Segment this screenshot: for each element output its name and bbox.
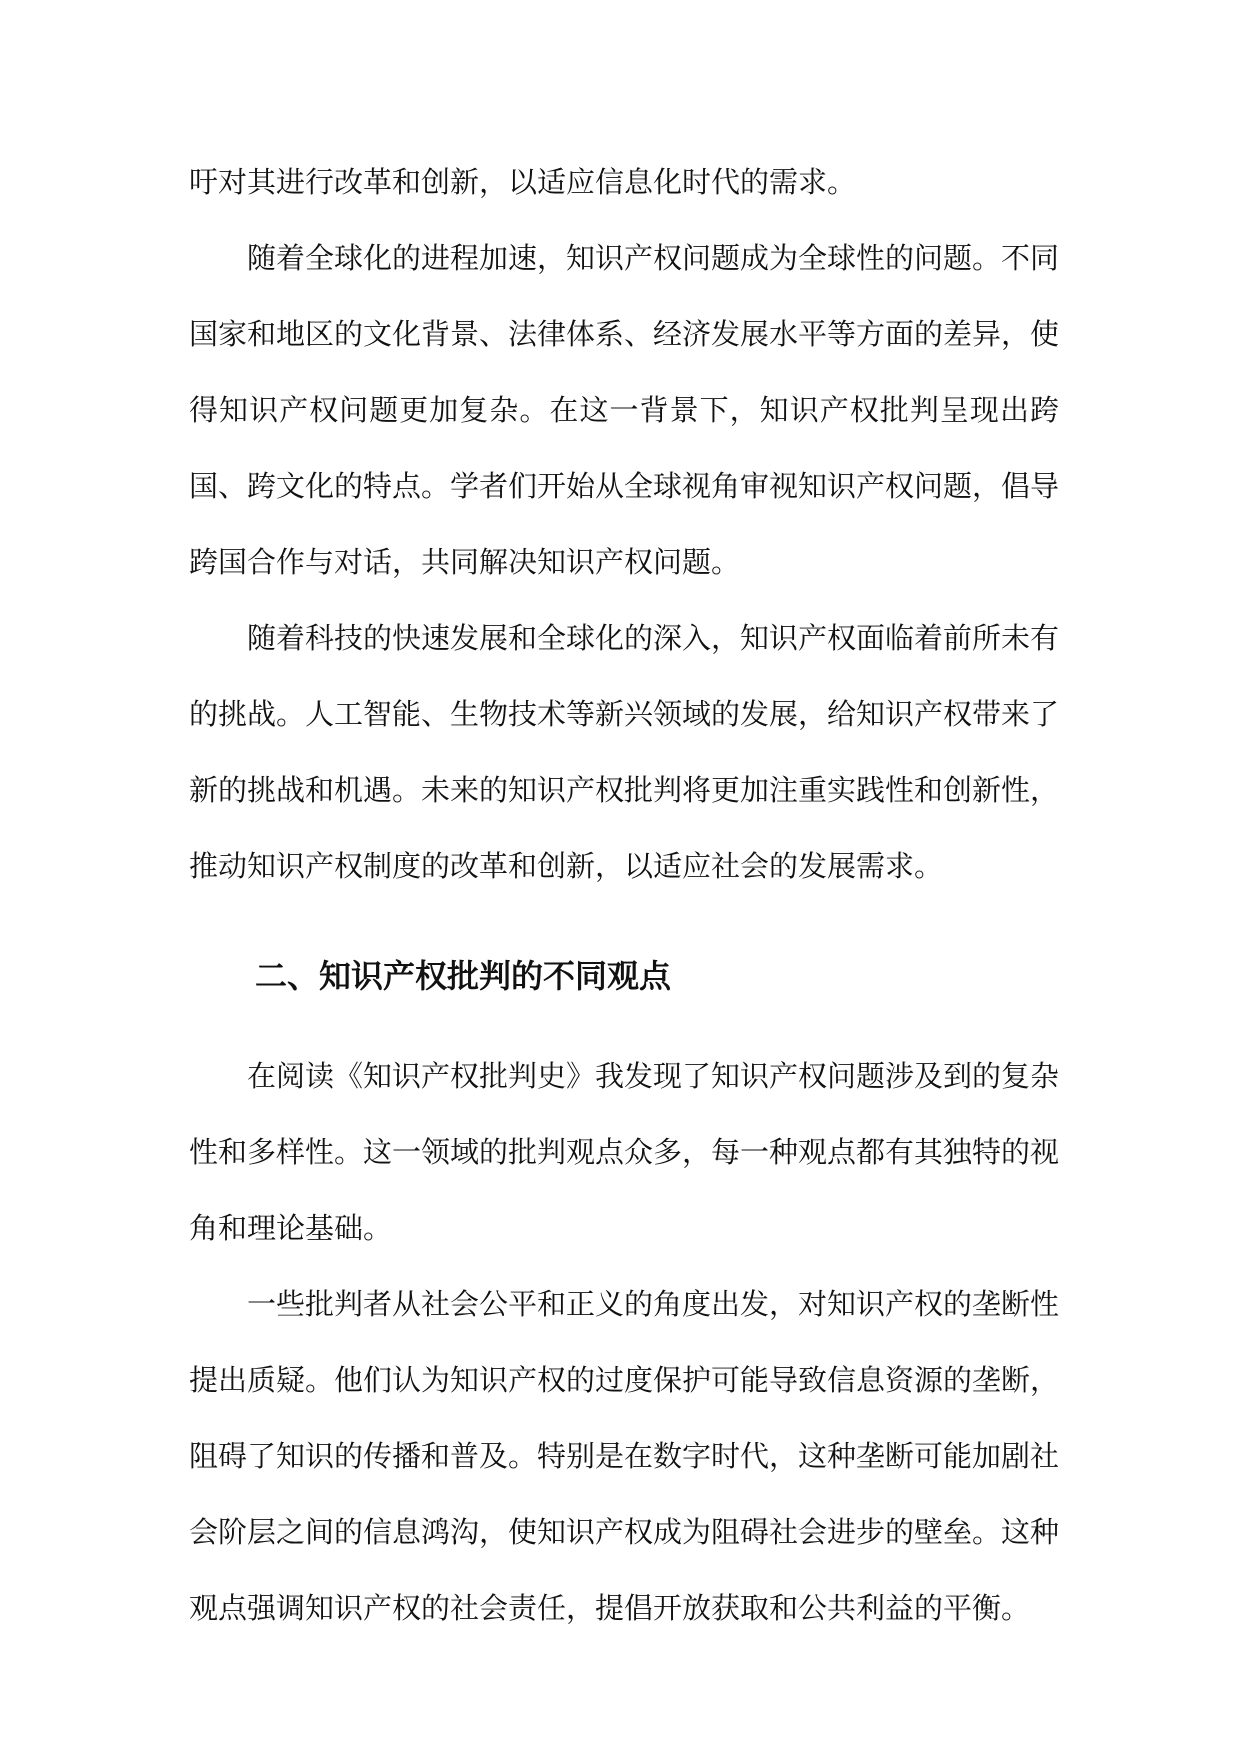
paragraph-technology-challenges: 随着科技的快速发展和全球化的深入，知识产权面临着前所未有的挑战。人工智能、生物技术等新兴领域的发展，给知识产权带来了新的挑战和机遇。未来的知识产权批判将更加注重实践性和创新性，推动知识产权制度的改革和创新，以适应社会的发展需求。 bbox=[189, 621, 1060, 883]
section-heading: 二、知识产权批判的不同观点 bbox=[255, 957, 672, 995]
document-body bbox=[189, 144, 1059, 1646]
paragraph-globalization: 随着全球化的进程加速，知识产权问题成为全球性的问题。不同国家和地区的文化背景、法律体系、经济发展水平等方面的差异，使得知识产权问题更加复杂。在这一背景下，知识产权批判呈现出跨国、跨文化的特点。学者们开始从全球视角审视知识产权问题，倡导跨国合作与对话，共同解决知识产权问题。 bbox=[189, 241, 1060, 579]
paragraph-continuation: 吁对其进行改革和创新，以适应信息化时代的需求。 bbox=[189, 165, 857, 199]
paragraph-social-justice-view: 一些批判者从社会公平和正义的角度出发，对知识产权的垄断性提出质疑。他们认为知识产权的过度保护可能导致信息资源的垄断，阻碍了知识的传播和普及。特别是在数字时代，这种垄断可能加剧社会阶层之间的信息鸿沟，使知识产权成为阻碍社会进步的壁垒。这种观点强调知识产权的社会责任，提倡开放获取和公共利益的平衡。 bbox=[189, 1287, 1060, 1625]
paragraph-reading-reflection: 在阅读《知识产权批判史》我发现了知识产权问题涉及到的复杂性和多样性。这一领域的批判观点众多，每一种观点都有其独特的视角和理论基础。 bbox=[189, 1059, 1060, 1245]
